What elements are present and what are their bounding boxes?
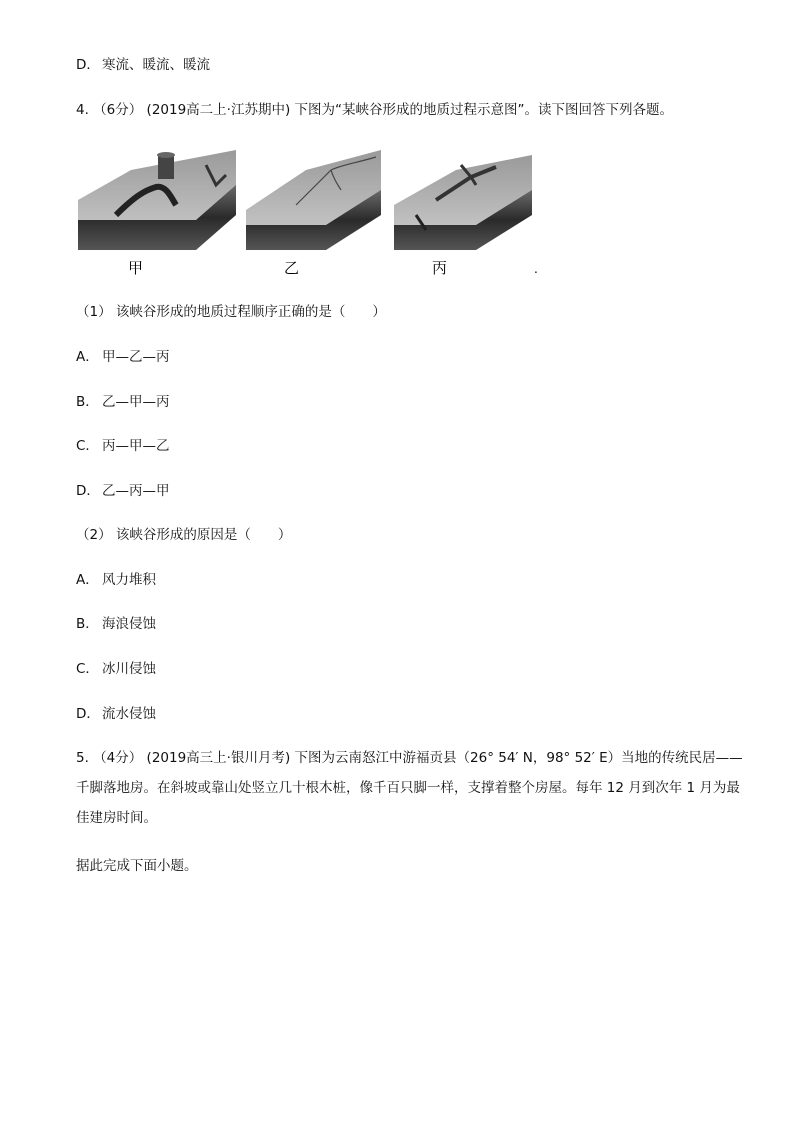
block-bing bbox=[394, 155, 532, 250]
prev-option-d bbox=[76, 55, 210, 75]
option-text: 乙—甲—丙 bbox=[102, 394, 170, 410]
option-text: 风力堆积 bbox=[102, 572, 156, 588]
q4-sub1-option-a bbox=[76, 347, 170, 367]
q4-header: 4. （6分） (2019高二上·江苏期中) 下图为“某峡谷形成的地质过程示意图”。读下图回答下列各题。 bbox=[76, 102, 674, 118]
block-jia bbox=[78, 150, 236, 250]
q5-header: 5. （4分） (2019高三上·银川月考) 下图为云南怒江中游福贡县（26° 54′ N，98° 52′ E）当地的传统民居——千脚落地房。在斜坡或靠山处竖立几十根木桩，像千百只脚一样，支撑着整个房屋。每年 12 月到次年 1 月为最佳建房时间。 bbox=[76, 750, 743, 826]
q4-sub2-option-d bbox=[76, 704, 156, 724]
option-letter: D． bbox=[76, 57, 100, 73]
figure-svg bbox=[76, 145, 546, 280]
label-bing: 丙 bbox=[432, 259, 448, 277]
option-letter: B． bbox=[76, 616, 99, 632]
label-jia: 甲 bbox=[128, 259, 144, 277]
option-letter: C． bbox=[76, 661, 99, 677]
option-letter: B． bbox=[76, 394, 99, 410]
option-text: 寒流、暖流、暖流 bbox=[102, 57, 210, 73]
q4-sub1-stem: （1） 该峡谷形成的地质过程顺序正确的是（ ） bbox=[76, 304, 386, 320]
option-letter: A． bbox=[76, 349, 99, 365]
canyon-formation-figure bbox=[76, 145, 546, 280]
option-text: 乙—丙—甲 bbox=[102, 483, 170, 499]
q4-sub2-option-c bbox=[76, 659, 156, 679]
q4-sub1-option-c bbox=[76, 436, 170, 456]
option-letter: A． bbox=[76, 572, 99, 588]
label-yi: 乙 bbox=[284, 259, 300, 277]
option-text: 甲—乙—丙 bbox=[102, 349, 170, 365]
q4-sub2-option-a bbox=[76, 570, 156, 590]
q4-sub2-option-b bbox=[76, 614, 156, 634]
option-letter: C． bbox=[76, 438, 99, 454]
q4-sub2-stem: （2） 该峡谷形成的原因是（ ） bbox=[76, 527, 292, 543]
option-text: 海浪侵蚀 bbox=[102, 616, 156, 632]
trailing-dot: . bbox=[534, 262, 538, 276]
option-text: 流水侵蚀 bbox=[102, 706, 156, 722]
option-text: 冰川侵蚀 bbox=[102, 661, 156, 677]
option-letter: D． bbox=[76, 706, 100, 722]
block-yi bbox=[246, 150, 381, 250]
q4-sub1-option-b bbox=[76, 392, 170, 412]
option-letter: D． bbox=[76, 483, 100, 499]
q4-sub1-option-d bbox=[76, 481, 170, 501]
q5-note: 据此完成下面小题。 bbox=[76, 858, 198, 874]
option-text: 丙—甲—乙 bbox=[102, 438, 170, 454]
